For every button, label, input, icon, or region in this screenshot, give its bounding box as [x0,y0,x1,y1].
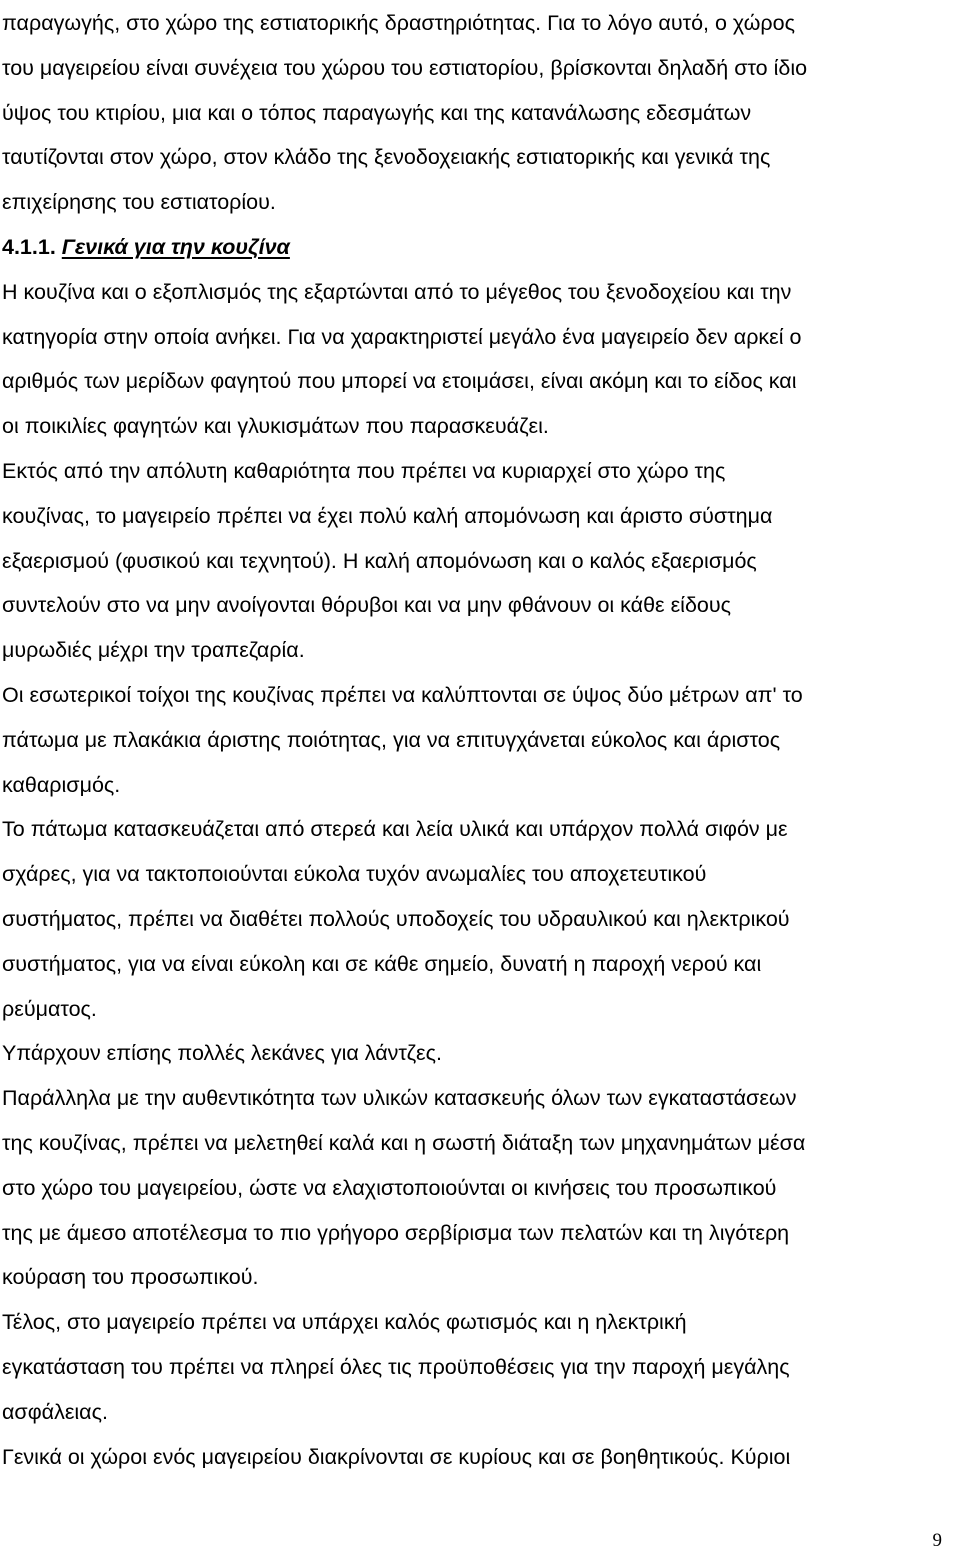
text-line: ύψος του κτιρίου, μια και ο τόπος παραγωγής και της κατανάλωσης εδεσμάτων [2,100,752,125]
text-line: μυρωδιές μέχρι την τραπεζαρία. [2,638,305,663]
text-line: της κουζίνας, πρέπει να μελετηθεί καλά και η σωστή διάταξη των μηχανημάτων μέσα [2,1130,806,1155]
text-line: αριθμός των μερίδων φαγητού που μπορεί να ετοιμάσει, είναι ακόμη και το είδος και [2,369,797,394]
body-text [2,1,957,1479]
text-line: ρεύματος. [2,996,97,1021]
text-line: οι ποικιλίες φαγητών και γλυκισμάτων που παρασκευάζει. [2,414,549,439]
text-line: συστήματος, πρέπει να διαθέτει πολλούς υποδοχείς του υδραυλικού και ηλεκτρικού [2,906,790,931]
section-number: 4.1.1. [2,234,56,259]
text-line: επιχείρησης του εστιατορίου. [2,190,276,215]
text-line: καθαρισμός. [2,772,121,797]
text-line: εξαερισμού (φυσικού και τεχνητού). Η καλή απομόνωση και ο καλός εξαερισμός [2,548,757,573]
text-line: Εκτός από την απόλυτη καθαριότητα που πρέπει να κυριαρχεί στο χώρο της [2,458,726,483]
page-number: 9 [932,1530,942,1551]
text-line: σχάρες, για να τακτοποιούνται εύκολα τυχόν ανωμαλίες του αποχετευτικού [2,862,707,887]
text-line: κούραση του προσωπικού. [2,1265,259,1290]
text-line: ταυτίζονται στον χώρο, στον κλάδο της ξενοδοχειακής εστιατορικής και γενικά της [2,145,771,170]
text-line: ασφάλειας. [2,1399,108,1424]
text-line: κατηγορία στην οποία ανήκει. Για να χαρακτηριστεί μεγάλο ένα μαγειρείο δεν αρκεί ο [2,324,802,349]
section-title: Γενικά για την κουζίνα [61,234,290,259]
text-line: συντελούν στο να μην ανοίγονται θόρυβοι και να μην φθάνουν οι κάθε είδους [2,593,731,618]
text-line: στο χώρο του μαγειρείου, ώστε να ελαχιστοποιούνται οι κινήσεις του προσωπικού [2,1175,777,1200]
text-line: Οι εσωτερικοί τοίχοι της κουζίνας πρέπει να καλύπτονται σε ύψος δύο μέτρων απ' το [2,682,803,707]
text-line: Παράλληλα με την αυθεντικότητα των υλικών κατασκευής όλων των εγκαταστάσεων [2,1086,797,1111]
text-line: Τέλος, στο μαγειρείο πρέπει να υπάρχει καλός φωτισμός και η ηλεκτρική [2,1310,687,1335]
text-line: Η κουζίνα και ο εξοπλισμός της εξαρτώνται από το μέγεθος του ξενοδοχείου και την [2,279,792,304]
text-line: συστήματος, για να είναι εύκολη και σε κάθε σημείο, δυνατή η παροχή νερού και [2,951,762,976]
text-line: κουζίνας, το μαγειρείο πρέπει να έχει πολύ καλή απομόνωση και άριστο σύστημα [2,503,773,528]
section-heading [2,225,957,270]
text-line: εγκατάσταση του πρέπει να πληρεί όλες τις προϋποθέσεις για την παροχή μεγάλης [2,1354,790,1379]
text-line: του μαγειρείου είναι συνέχεια του χώρου του εστιατορίου, βρίσκονται δηλαδή στο ίδιο [2,55,808,80]
text-line: Το πάτωμα κατασκευάζεται από στερεά και λεία υλικά και υπάρχον πολλά σιφόν με [2,817,788,842]
text-line: της με άμεσο αποτέλεσμα το πιο γρήγορο σερβίρισμα των πελατών και τη λιγότερη [2,1220,790,1245]
text-line: παραγωγής, στο χώρο της εστιατορικής δραστηριότητας. Για το λόγο αυτό, ο χώρος [2,11,795,35]
text-line: Υπάρχουν επίσης πολλές λεκάνες για λάντζες. [2,1041,442,1066]
text-line: πάτωμα με πλακάκια άριστης ποιότητας, για να επιτυγχάνεται εύκολος και άριστος [2,727,781,752]
text-line: Γενικά οι χώροι ενός μαγειρείου διακρίνονται σε κυρίους και σε βοηθητικούς. Κύριοι [2,1444,791,1469]
